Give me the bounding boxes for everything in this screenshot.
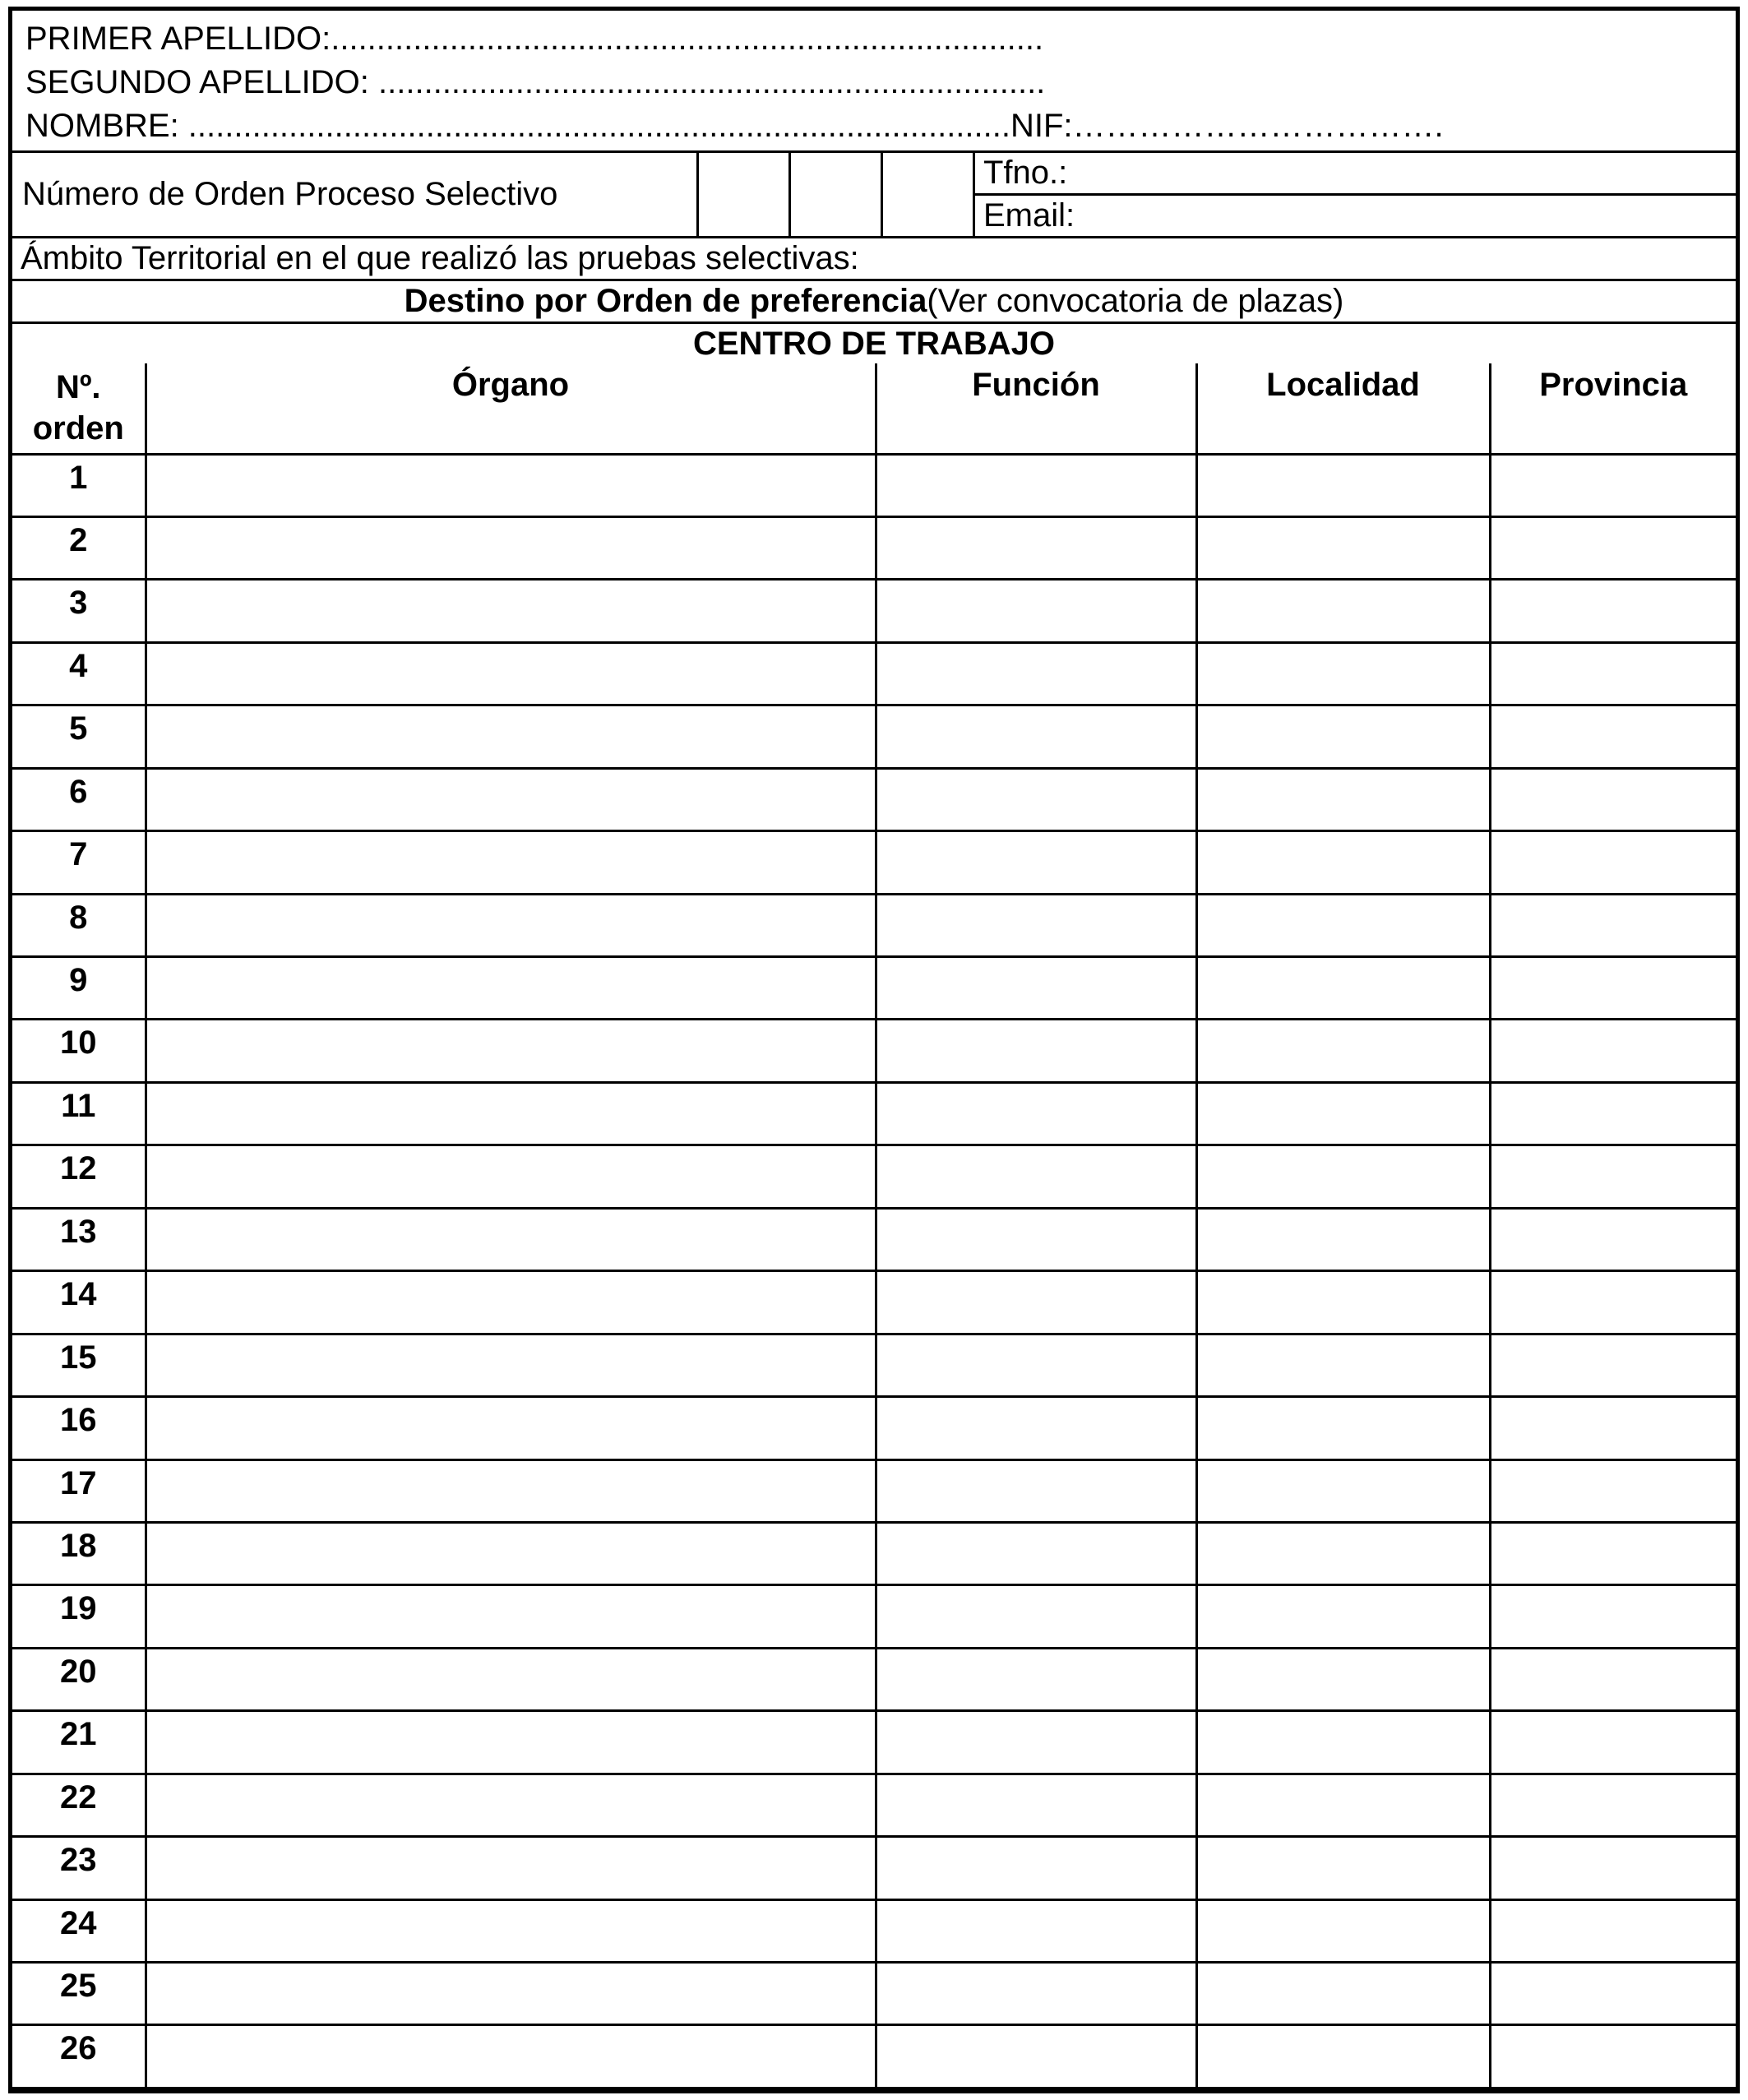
segundo-apellido-line (25, 61, 1736, 104)
cell-localidad (1196, 1397, 1490, 1459)
numero-orden-label: Número de Orden Proceso Selectivo (22, 176, 558, 212)
destino-row-23 (12, 1837, 1736, 1899)
centro-trabajo-row (12, 321, 1736, 363)
cell-organo (146, 1585, 876, 1648)
header-provincia: Provincia (1490, 363, 1736, 454)
cell-localidad (1196, 1963, 1490, 2025)
header-num-line2: orden (32, 410, 124, 446)
orden-digit-box-1 (696, 153, 788, 236)
cell-funcion (876, 580, 1196, 642)
cell-organo (146, 1711, 876, 1774)
orden-digit-box-3 (881, 153, 973, 236)
cell-localidad (1196, 1020, 1490, 1082)
destino-title-row (12, 279, 1736, 321)
destino-row-18 (12, 1522, 1736, 1584)
cell-localidad (1196, 516, 1490, 579)
cell-provincia (1490, 1020, 1736, 1082)
cell-funcion (876, 1585, 1196, 1648)
row-number: 2 (12, 516, 146, 579)
cell-organo (146, 1208, 876, 1270)
cell-provincia (1490, 705, 1736, 768)
nif-label: NIF:……………………………. (1010, 108, 1444, 144)
destino-row-5 (12, 705, 1736, 768)
cell-provincia (1490, 1837, 1736, 1899)
destino-row-20 (12, 1648, 1736, 1710)
cell-provincia (1490, 1145, 1736, 1208)
primer-apellido-line (25, 17, 1736, 61)
cell-localidad (1196, 642, 1490, 705)
segundo-apellido-label: SEGUNDO APELLIDO: ......................................................................... (25, 64, 1046, 100)
centro-trabajo-title: CENTRO DE TRABAJO (692, 325, 1056, 362)
destino-row-21 (12, 1711, 1736, 1774)
destino-row-7 (12, 831, 1736, 894)
destinos-table-body (12, 454, 1736, 2088)
cell-provincia (1490, 1899, 1736, 1962)
cell-organo (146, 894, 876, 956)
primer-apellido-label: PRIMER APELLIDO:.............................................................................. (25, 21, 1044, 57)
proceso-selectivo-row (12, 150, 1736, 236)
destino-row-24 (12, 1899, 1736, 1962)
cell-localidad (1196, 1459, 1490, 1522)
row-number: 23 (12, 1837, 146, 1899)
cell-organo (146, 1837, 876, 1899)
numero-orden-label-cell (12, 153, 696, 236)
cell-funcion (876, 1459, 1196, 1522)
contact-cell (973, 153, 1736, 236)
identity-block (12, 11, 1736, 150)
cell-localidad (1196, 1208, 1490, 1270)
cell-localidad (1196, 1271, 1490, 1334)
cell-localidad (1196, 1145, 1490, 1208)
cell-funcion (876, 1711, 1196, 1774)
cell-funcion (876, 1334, 1196, 1396)
cell-localidad (1196, 580, 1490, 642)
cell-localidad (1196, 1585, 1490, 1648)
ambito-territorial-label: Ámbito Territorial en el que realizó las pruebas selectivas: (21, 240, 859, 276)
destino-row-22 (12, 1774, 1736, 1836)
cell-provincia (1490, 1522, 1736, 1584)
cell-funcion (876, 1145, 1196, 1208)
header-num-line1: Nº. (55, 369, 101, 405)
cell-localidad (1196, 705, 1490, 768)
cell-organo (146, 1145, 876, 1208)
cell-localidad (1196, 1837, 1490, 1899)
row-number: 10 (12, 1020, 146, 1082)
cell-organo (146, 957, 876, 1020)
row-number: 5 (12, 705, 146, 768)
cell-funcion (876, 1648, 1196, 1710)
cell-provincia (1490, 1648, 1736, 1710)
cell-funcion (876, 1397, 1196, 1459)
destino-row-15 (12, 1334, 1736, 1396)
row-number: 7 (12, 831, 146, 894)
destino-row-17 (12, 1459, 1736, 1522)
header-num-orden (12, 363, 146, 454)
email-field (975, 193, 1736, 236)
orden-digit-box-2 (788, 153, 881, 236)
row-number: 11 (12, 1082, 146, 1145)
cell-funcion (876, 642, 1196, 705)
cell-organo (146, 454, 876, 516)
header-funcion: Función (876, 363, 1196, 454)
cell-localidad (1196, 2025, 1490, 2088)
cell-funcion (876, 1271, 1196, 1334)
row-number: 22 (12, 1774, 146, 1836)
row-number: 16 (12, 1397, 146, 1459)
cell-provincia (1490, 1711, 1736, 1774)
cell-provincia (1490, 454, 1736, 516)
tfno-field (975, 153, 1736, 193)
row-number: 19 (12, 1585, 146, 1648)
destino-row-14 (12, 1271, 1736, 1334)
destino-row-26 (12, 2025, 1736, 2088)
cell-provincia (1490, 1334, 1736, 1396)
cell-funcion (876, 1208, 1196, 1270)
cell-funcion (876, 705, 1196, 768)
destino-row-4 (12, 642, 1736, 705)
row-number: 3 (12, 580, 146, 642)
destino-note: (Ver convocatoria de plazas) (927, 283, 1344, 319)
cell-organo (146, 705, 876, 768)
destino-row-6 (12, 768, 1736, 830)
cell-localidad (1196, 1334, 1490, 1396)
cell-provincia (1490, 1271, 1736, 1334)
table-header-row (12, 363, 1736, 454)
cell-funcion (876, 1020, 1196, 1082)
header-localidad: Localidad (1196, 363, 1490, 454)
cell-provincia (1490, 768, 1736, 830)
cell-provincia (1490, 831, 1736, 894)
cell-localidad (1196, 1899, 1490, 1962)
cell-organo (146, 1774, 876, 1836)
destino-row-3 (12, 580, 1736, 642)
email-label: Email: (983, 197, 1075, 234)
row-number: 24 (12, 1899, 146, 1962)
nombre-nif-line (25, 104, 1736, 148)
cell-organo (146, 1648, 876, 1710)
destino-row-16 (12, 1397, 1736, 1459)
cell-funcion (876, 831, 1196, 894)
cell-localidad (1196, 831, 1490, 894)
destino-title: Destino por Orden de preferencia (404, 283, 927, 319)
cell-organo (146, 1271, 876, 1334)
cell-provincia (1490, 516, 1736, 579)
cell-localidad (1196, 454, 1490, 516)
destino-row-10 (12, 1020, 1736, 1082)
row-number: 26 (12, 2025, 146, 2088)
destino-row-13 (12, 1208, 1736, 1270)
cell-provincia (1490, 1397, 1736, 1459)
cell-organo (146, 1459, 876, 1522)
cell-organo (146, 831, 876, 894)
row-number: 20 (12, 1648, 146, 1710)
cell-provincia (1490, 1585, 1736, 1648)
cell-organo (146, 516, 876, 579)
cell-organo (146, 1899, 876, 1962)
cell-funcion (876, 1837, 1196, 1899)
cell-funcion (876, 1522, 1196, 1584)
cell-funcion (876, 1899, 1196, 1962)
destinos-table (12, 363, 1736, 2089)
destino-row-1 (12, 454, 1736, 516)
destino-row-19 (12, 1585, 1736, 1648)
destino-row-25 (12, 1963, 1736, 2025)
row-number: 8 (12, 894, 146, 956)
form-border (8, 7, 1740, 2093)
row-number: 12 (12, 1145, 146, 1208)
cell-organo (146, 1522, 876, 1584)
row-number: 9 (12, 957, 146, 1020)
cell-organo (146, 1963, 876, 2025)
cell-organo (146, 1397, 876, 1459)
row-number: 14 (12, 1271, 146, 1334)
cell-organo (146, 1020, 876, 1082)
destino-row-11 (12, 1082, 1736, 1145)
cell-localidad (1196, 768, 1490, 830)
row-number: 13 (12, 1208, 146, 1270)
cell-provincia (1490, 1774, 1736, 1836)
cell-organo (146, 2025, 876, 2088)
cell-provincia (1490, 1963, 1736, 2025)
cell-organo (146, 1082, 876, 1145)
cell-funcion (876, 957, 1196, 1020)
row-number: 4 (12, 642, 146, 705)
cell-provincia (1490, 1459, 1736, 1522)
row-number: 17 (12, 1459, 146, 1522)
cell-funcion (876, 1774, 1196, 1836)
cell-funcion (876, 894, 1196, 956)
destino-row-8 (12, 894, 1736, 956)
cell-localidad (1196, 1648, 1490, 1710)
cell-provincia (1490, 580, 1736, 642)
row-number: 1 (12, 454, 146, 516)
tfno-label: Tfno.: (983, 155, 1068, 191)
cell-localidad (1196, 1522, 1490, 1584)
cell-provincia (1490, 894, 1736, 956)
row-number: 21 (12, 1711, 146, 1774)
destino-row-9 (12, 957, 1736, 1020)
cell-localidad (1196, 1774, 1490, 1836)
cell-localidad (1196, 1711, 1490, 1774)
row-number: 15 (12, 1334, 146, 1396)
cell-funcion (876, 516, 1196, 579)
cell-funcion (876, 454, 1196, 516)
ambito-territorial-row (12, 236, 1736, 279)
cell-funcion (876, 1963, 1196, 2025)
cell-organo (146, 1334, 876, 1396)
cell-provincia (1490, 2025, 1736, 2088)
cell-provincia (1490, 642, 1736, 705)
header-organo: Órgano (146, 363, 876, 454)
cell-provincia (1490, 957, 1736, 1020)
destino-row-12 (12, 1145, 1736, 1208)
cell-organo (146, 768, 876, 830)
cell-provincia (1490, 1082, 1736, 1145)
cell-funcion (876, 1082, 1196, 1145)
cell-funcion (876, 2025, 1196, 2088)
cell-localidad (1196, 957, 1490, 1020)
cell-localidad (1196, 894, 1490, 956)
cell-funcion (876, 768, 1196, 830)
row-number: 25 (12, 1963, 146, 2025)
cell-provincia (1490, 1208, 1736, 1270)
cell-localidad (1196, 1082, 1490, 1145)
cell-organo (146, 580, 876, 642)
cell-organo (146, 642, 876, 705)
nombre-label: NOMBRE: .......................................................................................... (25, 108, 1010, 144)
row-number: 6 (12, 768, 146, 830)
destino-row-2 (12, 516, 1736, 579)
row-number: 18 (12, 1522, 146, 1584)
